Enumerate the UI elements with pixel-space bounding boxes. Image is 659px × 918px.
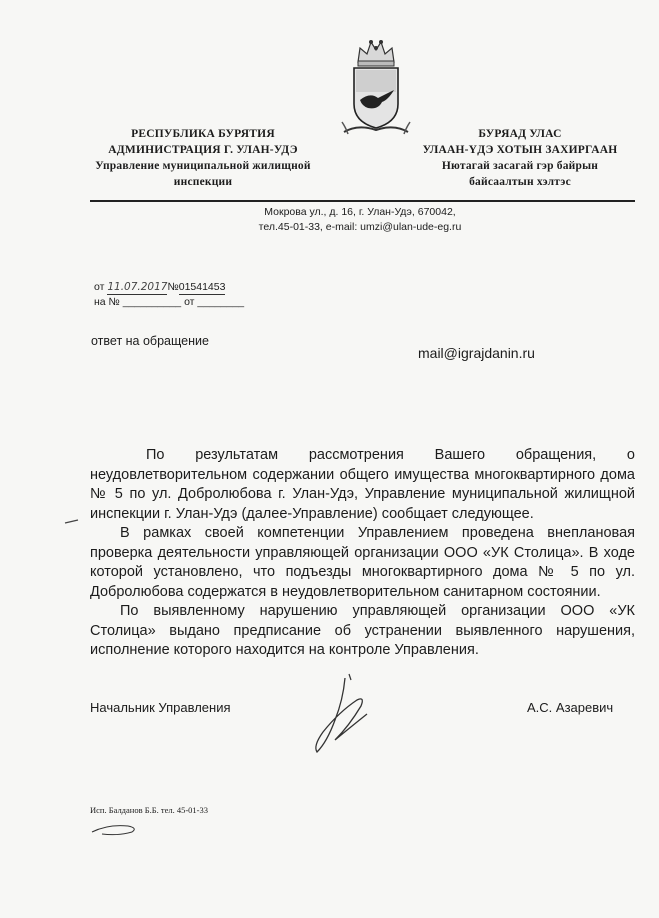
executor-initials-scribble (88, 818, 143, 838)
department-name-line2: инспекции (173, 176, 233, 188)
number-label: № (167, 281, 179, 293)
coat-of-arms-icon (338, 36, 414, 136)
header-left (78, 126, 328, 190)
subject-line: ответ на обращение (91, 334, 209, 348)
address-block (200, 205, 520, 235)
republic-name-buryat: БУРЯАД УЛАС (478, 128, 562, 140)
handwritten-date: 11.07.2017 (107, 281, 168, 293)
department-name-buryat-line2: байсаалтын хэлтэс (469, 176, 571, 188)
paragraph-1: По результатам рассмотрения Вашего обращения, о неудовлетворительном содержании общего имущества многоквартирного дома № 5 по ул. Добролюбова г. Улан-Удэ, Управление муниципальной жилищной инспекции г. Улан-Удэ (далее-Управление) сообщает следующее. (90, 447, 635, 522)
administration-name: АДМИНИСТРАЦИЯ Г. УЛАН-УДЭ (108, 144, 298, 156)
from-label: от (94, 281, 105, 293)
margin-mark (64, 518, 80, 526)
document-number: 01541453 (178, 281, 226, 293)
department-name-line1: Управление муниципальной жилищной (95, 160, 311, 172)
handwritten-signature (305, 670, 380, 760)
reference-block (94, 280, 244, 309)
signatory-name: А.С. Азаревич (527, 700, 614, 715)
administration-name-buryat: УЛААН-ҮДЭ ХОТЫН ЗАХИРГААН (422, 144, 618, 156)
letter-body (90, 446, 635, 661)
signatory-position: Начальник Управления (90, 700, 231, 715)
recipient-email: mail@igrajdanin.ru (418, 345, 535, 361)
blank-number: __________ (122, 296, 182, 308)
executor-line: Исп. Балданов Б.Б. тел. 45-01-33 (90, 805, 208, 815)
paragraph-2: В рамках своей компетенции Управлением проведена внеплановая проверка деятельности управляющей организации ООО «УК Столица». В ходе которой установлено, что подъезды многоквартирного дома № 5 по ул. Добролюбова содержатся в неудовлетворительном санитарном состоянии. (90, 525, 635, 600)
blank-date: ________ (197, 296, 245, 308)
on-number-label: на № (94, 296, 120, 308)
header-divider (90, 200, 635, 202)
address-line: Мокрова ул., д. 16, г. Улан-Удэ, 670042, (264, 206, 456, 218)
department-name-buryat-line1: Нютагай засагай гэр байрын (441, 160, 599, 172)
republic-name: РЕСПУБЛИКА БУРЯТИЯ (131, 128, 275, 140)
contact-line: тел.45-01-33, e-mail: umzi@ulan-ude-eg.ru (258, 221, 462, 233)
from2-label: от (184, 296, 195, 308)
paragraph-3: По выявленному нарушению управляющей организации ООО «УК Столица» выдано предписание об устранении выявленного нарушения, исполнение которого находится на контроле Управления. (90, 603, 635, 658)
header-right (405, 126, 635, 190)
